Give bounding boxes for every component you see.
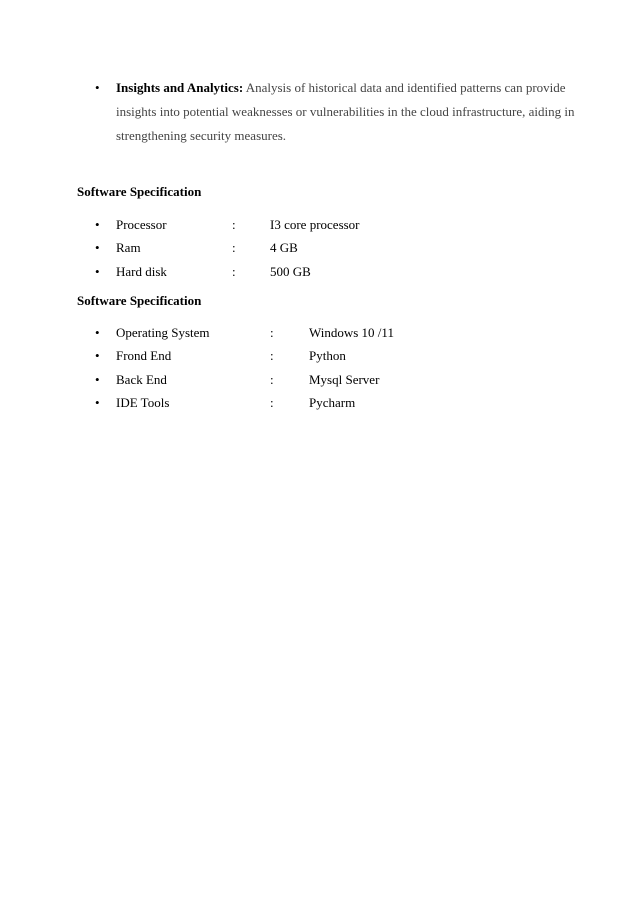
spec-value: Mysql Server	[309, 371, 380, 387]
spec-label: IDE Tools	[116, 394, 170, 410]
bullet-icon: •	[95, 394, 100, 410]
spec-value: Pycharm	[309, 394, 356, 410]
spec-separator: :	[270, 348, 274, 364]
insights-bullet-item	[95, 76, 575, 148]
spec-value: 4 GB	[270, 240, 298, 256]
bullet-icon: •	[95, 371, 100, 387]
spec-value: 500 GB	[270, 263, 311, 279]
spec-separator: :	[270, 394, 274, 410]
spec-separator: :	[270, 371, 274, 387]
spec-label: Processor	[116, 217, 167, 232]
insights-paragraph	[116, 76, 575, 148]
spec-label: Frond End	[116, 348, 172, 364]
spec-value: Windows 10 /11	[309, 325, 394, 340]
bullet-icon: •	[95, 348, 100, 364]
spec-label: Operating System	[116, 325, 210, 340]
bullet-icon: •	[95, 325, 100, 340]
spec-separator: :	[232, 240, 236, 256]
spec-label: Hard disk	[116, 263, 167, 279]
spec-label: Ram	[116, 240, 141, 256]
spec-separator: :	[232, 263, 236, 279]
software-spec-heading: Software Specification	[77, 293, 202, 308]
spec-value: I3 core processor	[270, 217, 360, 232]
spec-separator: :	[232, 217, 236, 232]
insights-body: Analysis of historical data and identified patterns can provide insights into potential weaknesses or vulnerabilities in the cloud infrastructure, aiding in strengthening security measures.	[116, 80, 575, 143]
spec-label: Back End	[116, 371, 167, 387]
spec-value: Python	[309, 348, 346, 364]
bullet-icon: •	[95, 240, 100, 256]
spec-separator: :	[270, 325, 274, 340]
bullet-icon: •	[95, 263, 100, 279]
bullet-icon: •	[95, 80, 100, 95]
insights-lead: Insights and Analytics:	[116, 80, 244, 95]
bullet-icon: •	[95, 217, 100, 232]
hardware-spec-heading: Software Specification	[77, 184, 202, 199]
